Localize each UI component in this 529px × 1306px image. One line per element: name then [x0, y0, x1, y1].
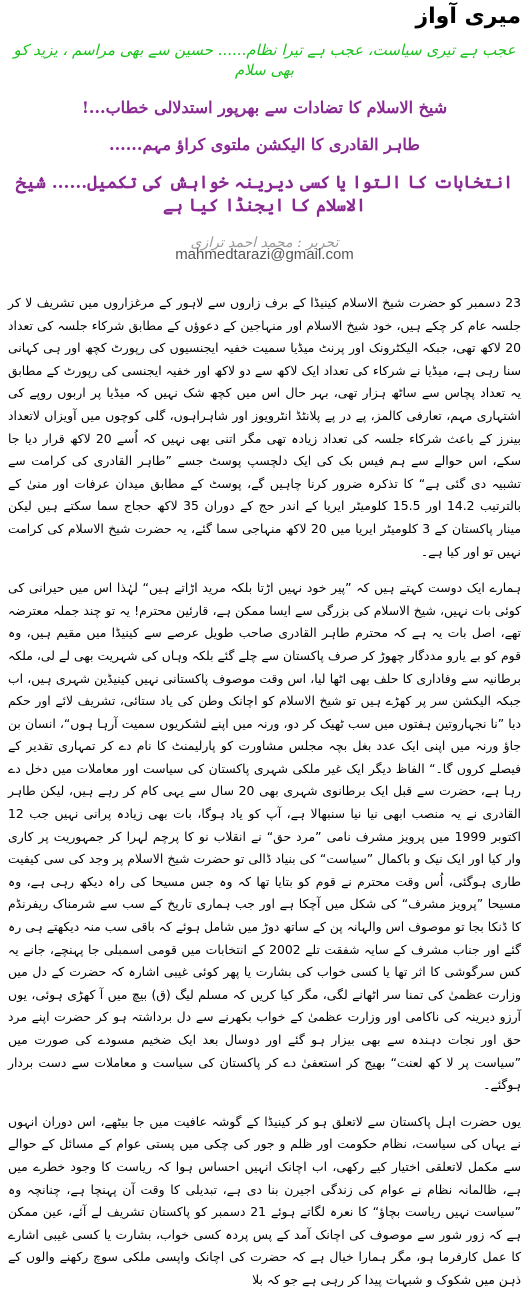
article-body [8, 292, 521, 1306]
headline-3: طاہر القادری کا الیکشن ملتوی کراؤ مہم...... [109, 135, 420, 155]
paragraph-1: 23 دسمبر کو حضرت شیخ الاسلام کینیڈا کے برف زاروں سے لاہور کے مرغزاروں میں تشریف لا کر جلسہ عام کر چکے ہیں، خود شیخ الاسلام اور منہاجین کے دعوؤں کے مطابق شرکاء جلسہ کی تعداد 20 لاکھ تھی، جبکہ الیکٹرونک اور پرنٹ میڈیا سمیت خفیہ ایجنسیوں کی رپورٹ کچھ اور ہی کہانی سنا رہی ہے، میڈیا نے شرکاء کی تعداد ایک لاکھ سے دو لاکھ اور خفیہ ایجنسی کی رپورٹ کے مطابق یہ تعداد پچاس سے ساٹھ ہزار تھی، بہر حال اس میں کچھ شک نہیں کہ میڈیا پر اربوں روپے کی اشتہاری مہم، تعارفی کالمز، پے در پے پلانٹڈ انٹرویوز اور شاہراہوں، گلی کوچوں میں آویزاں لاتعداد بینرز کے باعث شرکاء جلسہ کی تعداد زیادہ تھی مگر اتنی بھی نہیں کہ اُسے 20 لاکھ قرار دیا جا سکے، اس حوالے سے ہم فیس بک کی ایک دلچسپ پوسٹ جسے ”طاہر القادری کی کرامت سے تشبیہ دی گئی ہے“ کا تذکرہ ضرور کرنا چاہیں گے، پوسٹ کے مطابق میدان عرفات اور منیٰ کے بالترتیب 14.2 اور 15.5 کلومیٹر ایریا کے اندر حج کے دوران 35 لاکھ حجاج سما سکتے ہیں لیکن مینار پاکستان کے 3 کلومیٹر ایریا میں 20 لاکھ منہاجی سما گئے، یہ حضرت شیخ الاسلام کی کرامت نہیں تو اور کیا ہے۔ [8, 295, 522, 559]
paragraph-3: یوں حضرت اہل پاکستان سے لاتعلق ہو کر کینیڈا کے گوشہ عافیت میں جا بیٹھے، اس دوران انہوں نے یہاں کی سیاست، نظام حکومت اور ظلم و جور کی چکی میں پستی عوام کے مسائل کے حوالے سے مکمل لاتعلقی اختیار کیے رکھی، اب اچانک انہیں احساس ہوا کہ ریاست کا وجود خطرے میں ہے، ظالمانہ نظام نے عوام کی زندگی اجیرن بنا دی ہے، تبدیلی کا وقت آن پہنچا ہے، چنانچہ وہ ”سیاست نہیں ریاست بچاؤ“ کا نعرہ لگاتے ہوئے 21 دسمبر کو پاکستان تشریف لے آئے، عین ممکن ہے کہ زور شور سے موصوف کی اچانک آمد کے پس پردہ کسی خواب، بشارت یا کسی غیبی اشارے کا عمل کارفرما ہو، مگر ہمارا خیال ہے کہ حضرت کی اچانک واپسی ملکی سوچ رکھنے والوں کے ذہن میں شکوک و شبہات پیدا کر رہی ہے جو کہ بلا [8, 1113, 521, 1287]
paragraph-2: ہمارے ایک دوست کہتے ہیں کہ ”پیر خود نہیں اڑتا بلکہ مرید اڑاتے ہیں“ لہٰذا اس میں حیرانی کی کوئی بات نہیں، شیخ الاسلام کی بزرگی سے ایسا ممکن ہے، قارئین محترم! یہ تو چند جملہ معترضہ تھے، اصل بات یہ ہے کہ محترم طاہر القادری صاحب طویل عرصے سے کینیڈا میں مقیم ہیں، وہ قوم کو بے یارو مددگار چھوڑ کر صرف پاکستان سے چلے گئے بلکہ وہاں کی شہریت بھی لے لی، ملکہ برطانیہ سے وفاداری کا حلف بھی اٹھا لیا، اس وقت موصوف پاکستانی نہیں کینیڈین شہری ہیں، اب جبکہ الیکشن سر پر کھڑے ہیں تو شیخ الاسلام کو اچانک وطن کی یاد ستائی، تشریف لائے اور حکم دیا ”نا نجہاروتین ہفتوں میں سب ٹھیک کر دو، ورنہ میں اپنے لشکریوں سمیت آرہا ہوں“، انسان بن جاؤ ورنہ میں اپنی ایک عدد بغل بچہ مجلس مشاورت کو پارلیمنٹ کا نام دے کر تمہاری تقدیر کے فیصلے کروں گا۔“ الفاظ دیگر ایک غیر ملکی شہری پاکستان کی سیاست اور معاملات میں دخل دے رہا ہے، حضرت سے قبل ایک برطانوی شہری بھی 20 سال سے یہی کام کر رہے ہیں، لیکن طاہر القادری نے یہ منصب ابھی نیا نیا سنبھالا ہے، آپ کو یاد ہوگا، بات بھی زیادہ پرانی نہیں جب 12 اکتوبر 1999 میں پرویز مشرف نامی ”مرد حق“ نے انقلاب نو کا پرچم لہرا کر جمہوریت پر کاری وار کیا اور ایک نیک و باکمال ”سیاست“ کی بنیاد ڈالی تو حضرت شیخ الاسلام پر وجد کی سی کیفیت طاری ہوگئی، اُس وقت محترم نے قوم کو بتایا تھا کہ وہ جس مسیحا کی راہ دیکھ رہی ہے، وہ مسیحا ”پرویز مشرف“ کی شکل میں آچکا ہے اور جب ہماری تاریخ کے سب سے شرمناک ریفرنڈم کا ڈنکا بجا تو موصوف اس والہانہ پن کے ساتھ دوڑ میں شامل ہوئے کہ باقی سب منہ دیکھتے ہی رہ گئے اور جناب مشرف کے سایہ شفقت تلے 2002 کے انتخابات میں قومی اسمبلی جا پہنچے، جانے یہ کس سرگوشی کا اثر تھا یا کسی خواب کی بشارت یا پھر کوئی غیبی اشارہ کہ حضرت کے دل میں وزارت عظمیٰ کی تمنا سر اٹھانے لگی، مگر کیا کریں کہ مسلم لیگ (ق) بیچ میں آ کھڑی ہوئی، یوں آرزو دیرینہ کی ناکامی اور وزارت عظمیٰ کے خواب بکھرنے سے دل برداشتہ ہو کر حضرت اپنے مرد حق اور نجات دہندہ سے بھی بیزار ہو گئے اور دوسال بعد ایک ضخیم مسودے کی صورت میں ”سیاست پر لا کھ لعنت“ بھیج کر استعفیٰ دے کر پاکستان کی سیاست و معاملات سے دست بردار ہوگئے۔ [8, 580, 521, 1093]
column-title: میری آواز [415, 4, 521, 29]
headline-4: انتخابات کا التوا یا کسی دیرینہ خواہش کی تکمیل...... شیخ الاسلام کا ایجنڈا کیا ہے [15, 172, 514, 216]
headline-2: شیخ الاسلام کا تضادات سے بھرپور استدلالی خطاب...! [81, 97, 448, 117]
author-email[interactable]: mahmedtarazi@gmail.com [175, 246, 354, 263]
headline-couplet: عجب ہے تیری سیاست، عجب ہے تیرا نظام...... حسین سے بھی مراسم ، یزید کو بھی سلام [13, 41, 516, 80]
headline-block [8, 40, 521, 268]
byline: تحریر : محمد احمد ترازی [190, 234, 339, 251]
